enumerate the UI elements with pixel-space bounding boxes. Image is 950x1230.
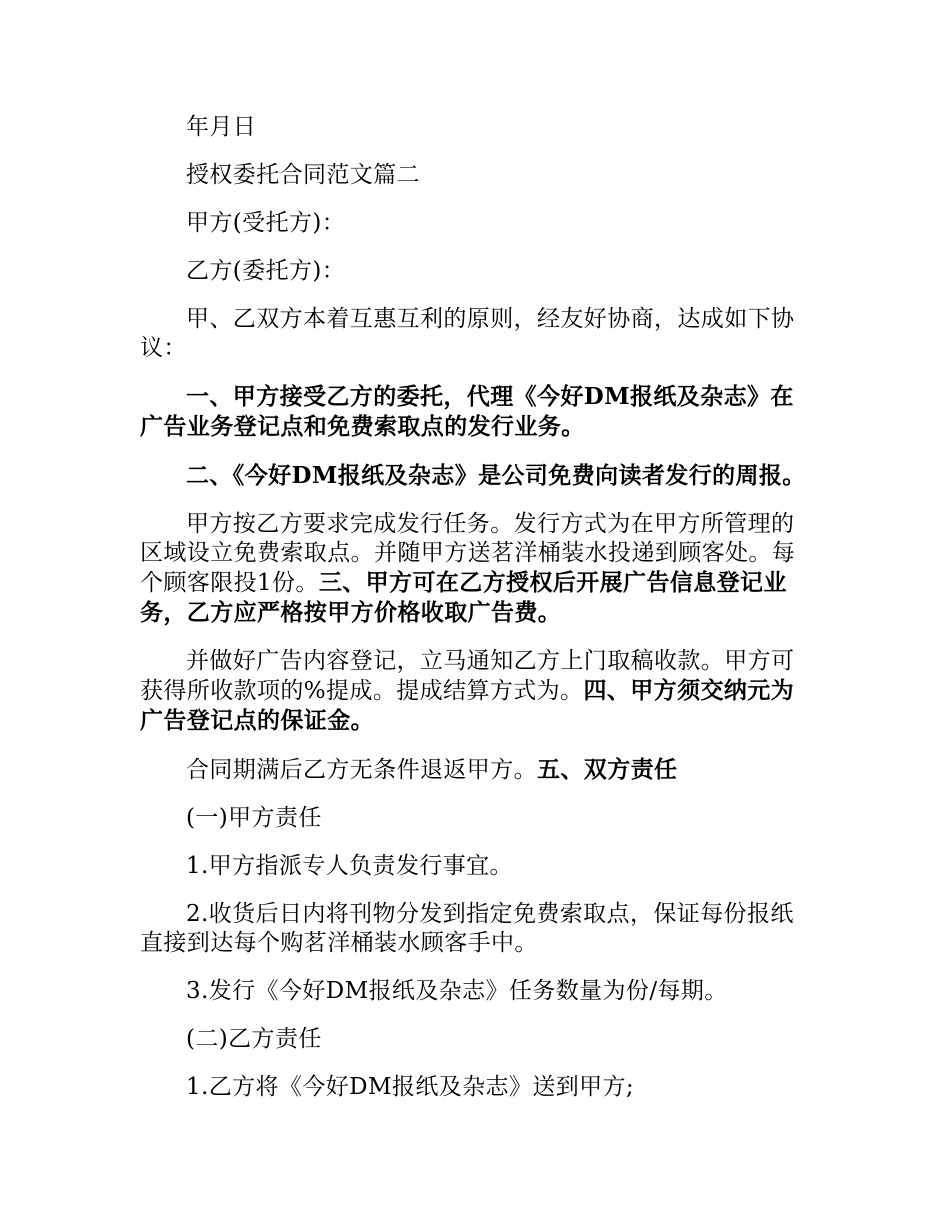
document-body: [140, 113, 812, 1121]
paragraph-6: [140, 382, 812, 442]
body-text: 甲方(受托方)：: [186, 210, 346, 236]
paragraph-4: [140, 257, 812, 286]
body-text: 乙方(委托方)：: [186, 258, 346, 284]
paragraph-10: [140, 755, 812, 785]
body-text: 授权委托合同范文篇二: [186, 162, 420, 188]
body-text: 甲、乙双方本着互惠互利的原则，经友好协商，达成如下协议：: [140, 306, 795, 361]
body-text: 并做好广告内容登记，立马通知乙方上门取稿收款。甲方可获得所收款项的%提成。提成结算方式为。: [140, 648, 795, 704]
paragraph-14: [140, 977, 812, 1006]
paragraph-15: [140, 1025, 812, 1054]
body-text: 1.乙方将《今好DM报纸及杂志》送到甲方;: [186, 1074, 635, 1100]
paragraph-16: [140, 1073, 812, 1102]
bold-text: 二、《今好DM报纸及杂志》是公司免费向读者发行的周报。: [186, 462, 806, 489]
body-text: 2.收货后日内将刊物分发到指定免费索取点，保证每份报纸直接到达每个购茗洋桶装水顾客手中。: [140, 901, 794, 956]
paragraph-3: [140, 209, 812, 238]
paragraph-7: [140, 461, 812, 491]
paragraph-12: [140, 852, 812, 881]
body-text: (二)乙方责任: [186, 1026, 322, 1052]
body-text: (一)甲方责任: [186, 805, 322, 831]
bold-text: 一、甲方接受乙方的委托，代理《今好DM报纸及杂志》在广告业务登记点和免费索取点的发行业务。: [140, 383, 794, 440]
body-text: 3.发行《今好DM报纸及杂志》任务数量为份/每期。: [186, 978, 728, 1004]
paragraph-5: [140, 305, 812, 363]
body-text: 合同期满后乙方无条件退返甲方。: [186, 757, 537, 783]
bold-text: 三、甲方可在乙方授权后开展广告信息登记业务，乙方应严格按甲方价格收取广告费。: [140, 569, 787, 626]
body-text: 1.甲方指派专人负责发行事宜。: [186, 853, 513, 879]
paragraph-13: [140, 900, 812, 958]
bold-text: 五、双方责任: [537, 756, 678, 783]
paragraph-8: [140, 510, 812, 628]
paragraph-1: [140, 113, 812, 142]
body-text: 甲方按乙方要求完成发行任务。发行方式为在甲方所管理的区域设立免费索取点。并随甲方送茗洋桶装水投递到顾客处。每个顾客限投1份。: [140, 511, 796, 596]
paragraph-9: [140, 647, 812, 736]
body-text: 年月日: [186, 114, 257, 140]
paragraph-2: [140, 161, 812, 190]
paragraph-11: [140, 804, 812, 833]
bold-text: 四、甲方须交纳元为广告登记点的保证金。: [140, 677, 795, 734]
